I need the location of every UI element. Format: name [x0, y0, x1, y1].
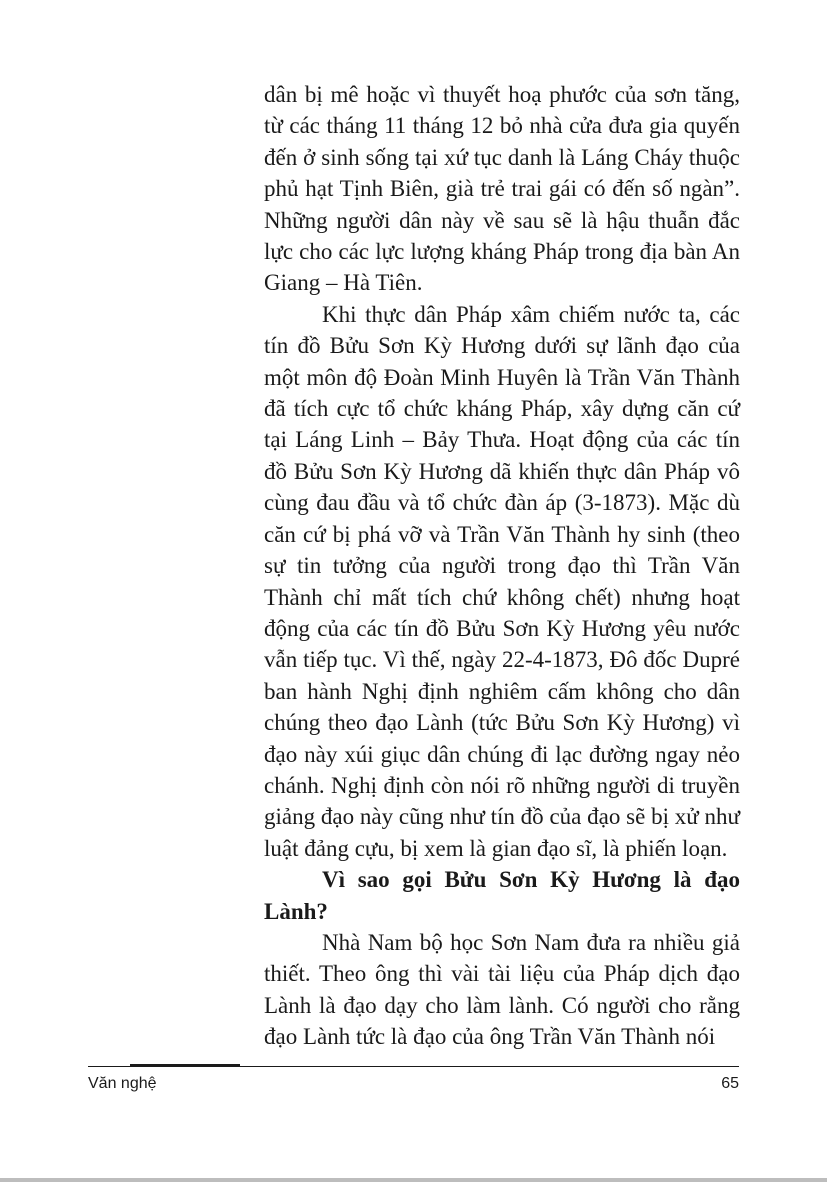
- paragraph-2: Khi thực dân Pháp xâm chiếm nước ta, các tín đồ Bửu Sơn Kỳ Hương dưới sự lãnh đạo của một môn độ Đoàn Minh Huyên là Trần Văn Thành đã tích cực tổ chức kháng Pháp, xây dựng căn cứ tại Láng Linh – Bảy Thưa. Hoạt động của các tín đồ Bửu Sơn Kỳ Hương dã khiến thực dân Pháp vô cùng đau đầu và tổ chức đàn áp (3-1873). Mặc dù căn cứ bị phá vỡ và Trần Văn Thành hy sinh (theo sự tin tưởng của người trong đạo thì Trần Văn Thành chỉ mất tích chứ không chết) nhưng hoạt động của các tín đồ Bửu Sơn Kỳ Hương yêu nước vẫn tiếp tục. Vì thế, ngày 22-4-1873, Đô đốc Dupré ban hành Nghị định nghiêm cấm không cho dân chúng theo đạo Lành (tức Bửu Sơn Kỳ Hương) vì đạo này xúi giục dân chúng đi lạc đường ngay nẻo chánh. Nghị định còn nói rõ những người di truyền giảng đạo này cũng như tín đồ của đạo sẽ bị xử như luật đảng cựu, bị xem là gian đạo sĩ, là phiến loạn.: [264, 301, 740, 861]
- page-body: [264, 79, 740, 1053]
- paragraph-1: dân bị mê hoặc vì thuyết hoạ phước của sơn tăng, từ các tháng 11 tháng 12 bỏ nhà cửa đưa gia quyến đến ở sinh sống tại xứ tục danh là Láng Cháy thuộc phủ hạt Tịnh Biên, già trẻ trai gái có đến số ngàn”. Những người dân này về sau sẽ là hậu thuẫn đắc lực cho các lực lượng kháng Pháp trong địa bàn An Giang – Hà Tiên.: [264, 82, 740, 296]
- page-bottom-edge: [0, 1178, 827, 1182]
- page-number: 65: [721, 1075, 739, 1092]
- paragraph-3: Nhà Nam bộ học Sơn Nam đưa ra nhiều giả thiết. Theo ông thì vài tài liệu của Pháp dịch đạo Lành là đạo dạy cho làm lành. Có người cho rằng đạo Lành tức là đạo của ông Trần Văn Thành nói: [264, 929, 740, 1050]
- footer-rule: [88, 1066, 739, 1067]
- footer-section-name: Văn nghệ: [88, 1075, 157, 1092]
- section-heading: Vì sao gọi Bửu Sơn Kỳ Hương là đạo Lành?: [264, 867, 740, 924]
